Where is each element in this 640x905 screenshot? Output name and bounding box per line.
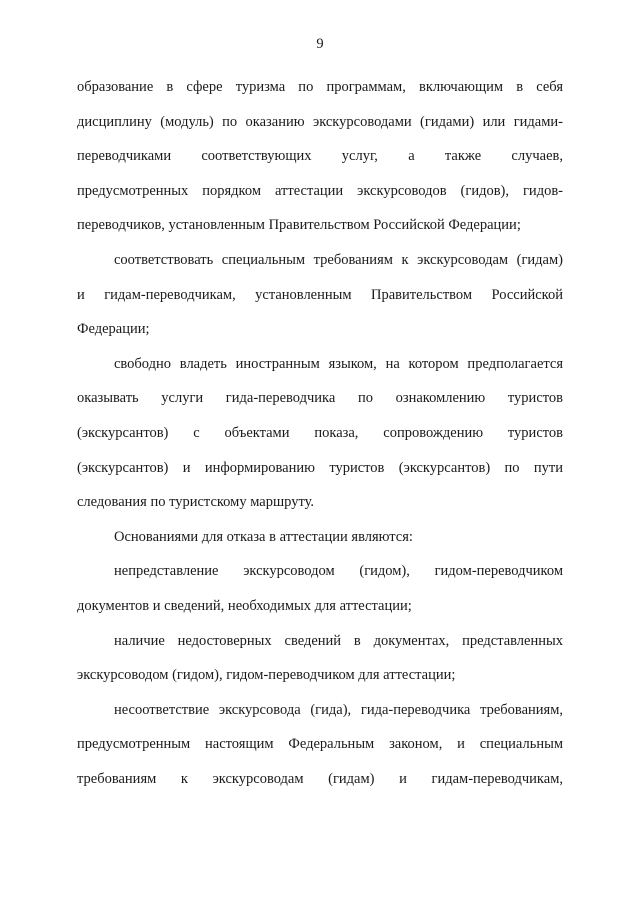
text-line: свободно владеть иностранным языком, на котором предполагается [114, 355, 563, 372]
text-line: образование в сфере туризма по программам, включающим в себя [77, 79, 563, 95]
text-line: переводчиками соответствующих услуг, а также случаев, [77, 148, 563, 165]
text-line: оказывать услуги гида-переводчика по ознакомлению туристов [77, 390, 563, 407]
text-line: экскурсоводом (гидом), гидом-переводчиком для аттестации; [77, 667, 456, 684]
text-line: документов и сведений, необходимых для аттестации; [77, 597, 412, 614]
text-line: и гидам-переводчикам, установленным Правительством Российской [77, 286, 563, 303]
text-line: предусмотренным настоящим Федеральным законом, и специальным [77, 736, 563, 753]
text-line: непредставление экскурсоводом (гидом), гидом-переводчиком [114, 563, 563, 580]
document-body [77, 70, 563, 796]
text-line: Основаниями для отказа в аттестации являются: [114, 528, 413, 545]
text-line: переводчиков, установленным Правительством Российской Федерации; [77, 217, 521, 234]
page-number: 9 [316, 36, 324, 52]
text-line: Федерации; [77, 321, 150, 338]
text-line: (экскурсантов) и информированию туристов (экскурсантов) по пути [77, 459, 563, 476]
text-line: (экскурсантов) с объектами показа, сопровождению туристов [77, 424, 563, 441]
text-line: следования по туристскому маршруту. [77, 494, 315, 511]
text-line: соответствовать специальным требованиям к экскурсоводам (гидам) [114, 251, 563, 268]
text-line: предусмотренных порядком аттестации экскурсоводов (гидов), гидов- [77, 182, 563, 199]
text-line: наличие недостоверных сведений в документах, представленных [114, 632, 563, 649]
text-line: несоответствие экскурсовода (гида), гида-переводчика требованиям, [114, 701, 563, 718]
text-line: требованиям к экскурсоводам (гидам) и гидам-переводчикам, [77, 770, 563, 787]
text-line: дисциплину (модуль) по оказанию экскурсоводами (гидами) или гидами- [77, 113, 563, 130]
